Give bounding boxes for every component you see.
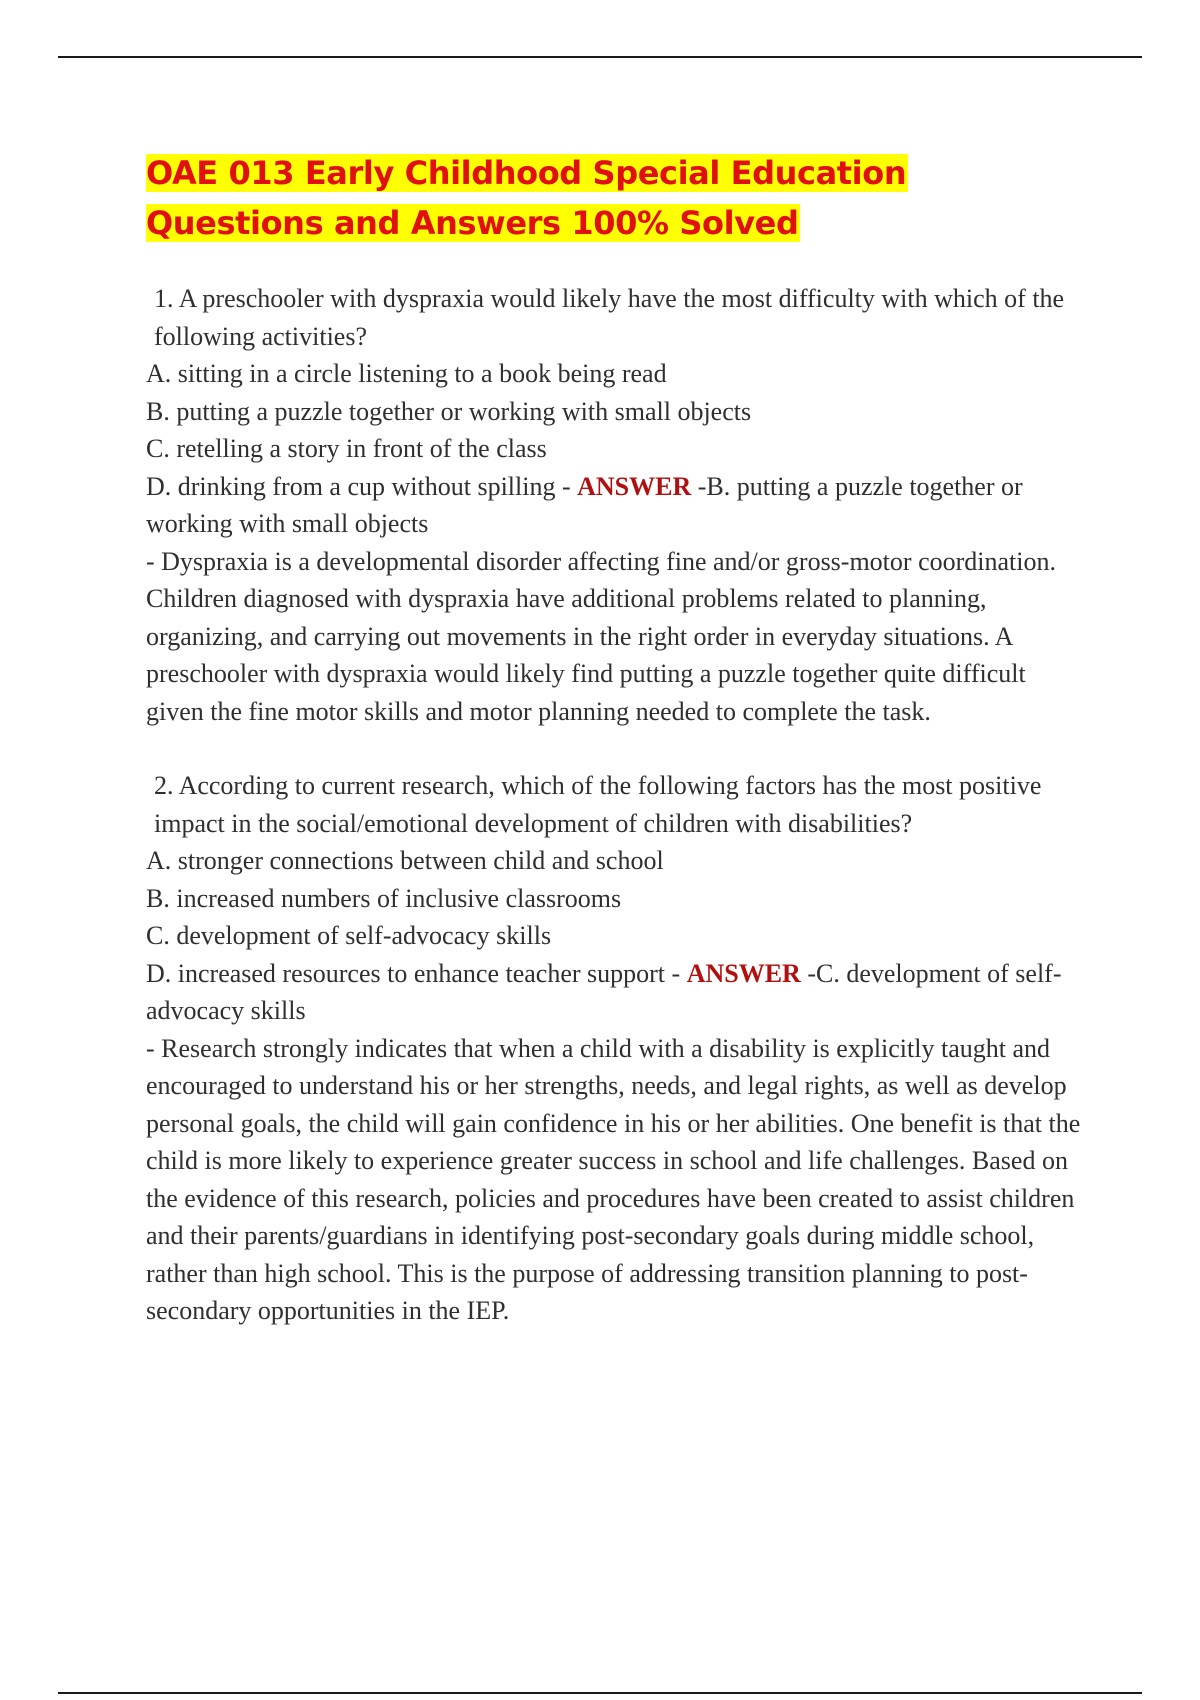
- option-d-with-answer: [146, 955, 1086, 1030]
- answer-label: ANSWER: [686, 958, 801, 988]
- option-d: D. increased resources to enhance teacher support -: [146, 958, 687, 988]
- explanation: - Research strongly indicates that when a child with a disability is explicitly taught and encouraged to understand his or her strengths, needs, and legal rights, as well as develop personal goals, the child will gain confidence in his or her abilities. One benefit is that the child is more likely to experience greater success in school and life challenges. Based on the evidence of this research, policies and procedures have been created to assist children and their parents/guardians in identifying post-secondary goals during middle school, rather than high school. This is the purpose of addressing transition planning to post-secondary opportunities in the IEP.: [146, 1033, 1081, 1325]
- option-b: B. putting a puzzle together or working with small objects: [146, 396, 752, 426]
- option-a: A. sitting in a circle listening to a book being read: [146, 359, 667, 388]
- option-a: A. stronger connections between child and school: [146, 846, 664, 875]
- answer-label: ANSWER: [577, 471, 692, 501]
- question-stem: 1. A preschooler with dyspraxia would likely have the most difficulty with which of the following activities?: [154, 284, 1065, 351]
- document-title: [146, 148, 1086, 248]
- question-stem: 2. According to current research, which of the following factors has the most positive impact in the social/emotional development of children with disabilities?: [154, 771, 1042, 838]
- title-highlight: OAE 013 Early Childhood Special Education Questions and Answers 100% Solved: [146, 154, 907, 242]
- answer-text: -C. development of self-advocacy skills: [146, 958, 1062, 1025]
- option-c: C. development of self-advocacy skills: [146, 921, 552, 950]
- option-c: C. retelling a story in front of the class: [146, 434, 547, 463]
- document-body: [146, 148, 1086, 1330]
- option-d: D. drinking from a cup without spilling -: [146, 471, 578, 501]
- option-b: B. increased numbers of inclusive classrooms: [146, 883, 622, 913]
- question-list: [146, 280, 1086, 1330]
- explanation: - Dyspraxia is a developmental disorder affecting fine and/or gross-motor coordination. Children diagnosed with dyspraxia have additional problems related to planning, organizing, and carrying out movements in the right order in everyday situations. A preschooler with dyspraxia would likely find putting a puzzle together quite difficult given the fine motor skills and motor planning needed to complete the task.: [146, 546, 1056, 726]
- answer-text: -B. putting a puzzle together or working with small objects: [146, 471, 1023, 538]
- header-rule: [58, 56, 1142, 58]
- question-2: [146, 767, 1086, 1330]
- footer-rule: [58, 1692, 1142, 1694]
- question-1: [146, 280, 1086, 730]
- option-d-with-answer: [146, 468, 1086, 543]
